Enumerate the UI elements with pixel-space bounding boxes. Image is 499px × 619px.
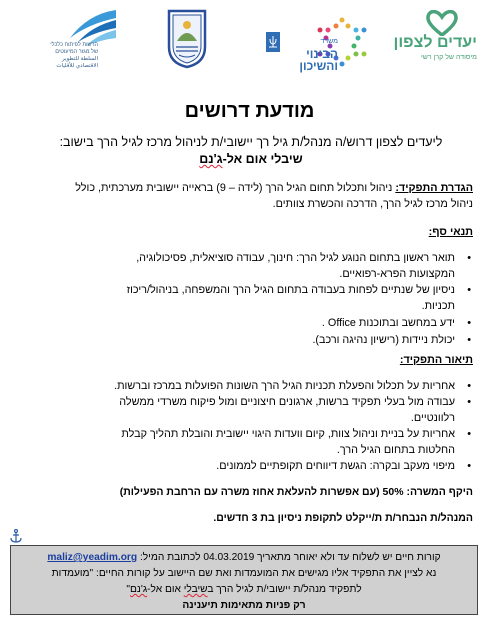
role-definition-text-1: ניהול ותכלול תחום הגיל הרך (לידה – 9) בראייה יישובית מערכתית, כולל [75,182,396,194]
logo-strip [0,4,499,74]
job-scope-note: (עם אפשרות להעלאת אחוז משרה עם הרחבת הפעילות) [119,486,383,498]
list-item-text: • ידע במחשב ובתוכנות Office . [321,317,455,329]
footer-line-1 [11,550,477,566]
list-item [21,332,455,348]
list-item [21,426,455,458]
role-definition-label: הגדרת התפקיד: [395,182,473,194]
yedidim-name: יעדים לצפון [393,34,477,51]
prerequisites-list [21,250,473,348]
description-label: תיאור התפקיד: [399,354,473,366]
description-list [21,378,473,474]
ministry-logo [264,16,374,72]
settlement-name [31,151,471,168]
footer-line-3 [11,582,477,598]
list-item [21,394,455,426]
authority-text [18,42,98,70]
authority-text-3: السلطة للتطوير [62,56,98,62]
footer-line-3-prefix: לתפקיד מנהל/ת יישובי/ת לגיל הרך ב [207,584,362,595]
list-item-text-cont: רלוונטיים. [410,412,455,424]
list-item-text: • עבודה מול בעלי תפקיד ברשות, ארגונים חיצוניים ומול פיקוח משרדי ממשלה [119,396,455,408]
authority-text-4: الاقتصادي للأقليات [56,63,98,69]
list-item [21,378,455,394]
prerequisites-label: תנאי סף: [428,226,473,238]
authority-text-1: הרשות לפיתוח כלכלי [50,42,98,48]
role-definition [21,180,473,212]
list-item-text-cont: החלטות בתחום הגיל הרך. [336,444,455,456]
probation-note: המנהל/ת הנבחר/ת ת/ייקלט לתקופת ניסיון בת 3 חדשים. [213,512,473,524]
footer-line-4: רק פניות מתאימות תיענינה [182,600,306,611]
intro [31,134,471,168]
job-scope-label: היקף המשרה: 50% [382,486,473,498]
list-item-text: • תואר ראשון בתחום הנוגע לגיל הרך: חינוך, עבודה סוציאלית, פסיכולוגיה, [136,252,455,264]
ministry-text-3: והשיכון [299,59,338,73]
seal-icon [163,7,211,69]
footer-line-2: נא לציין את התפקיד אליו מגישים את המועמדות ואת שם היישוב על קורות החיים: "מועמדות [51,568,437,579]
list-item-text: • ניסיון של שנתיים לפחות בעבודה בתחום הגיל הרך והמשפחה, בניהול/ריכוז [126,284,455,296]
ministry-text-1: משרד [320,38,338,45]
heart-icon [425,10,459,36]
job-scope [21,486,473,498]
yedidim-logo [395,10,485,70]
list-item-text: • אחריות על תכלול והפעלת תכניות הגיל הרך השונות הפועלות במרכז וברשות. [114,380,455,392]
role-definition-line-1 [21,180,473,196]
anchor-icon [10,529,22,543]
prerequisites-list-wrap [21,250,473,348]
email-link[interactable]: maliz@yeadim.org [47,552,138,563]
list-item [21,250,455,282]
authority-text-2: של מגזר המיעוטים [55,49,98,55]
list-item [21,458,455,474]
list-item-text-cont: המקצועות הפרא-רפואיים. [339,268,455,280]
menorah-emblem-icon [266,32,280,52]
role-definition-line-2: ניהול מרכז לגיל הרך, הדרכה והכשרת צוותים. [272,198,473,210]
list-item-text: • מיפוי מעקב ובקרה: הגשת דיווחים תקופתיים לממונים. [216,460,455,472]
description-list-wrap [21,378,473,474]
footer-line-3-end: " [126,584,130,595]
list-item-text: • יכולת ניידות (רישיון נהיגה ורכב). [312,334,455,346]
economic-development-authority-logo [18,8,118,68]
page-title: מודעת דרושים [184,100,315,122]
list-item [21,315,455,331]
footer-deadline-text: קורות חיים יש לשלוח עד ולא יאוחר מתאריך 04.03.2019 לכתובת המיל: [137,552,441,563]
footer-line-3-mid: אום אל- [147,584,184,595]
footer-line-3-place-1: שיבלי [183,584,208,595]
intro-line: ליעדים לצפון דרוש/ה מנהל/ת גיל רך יישובי/ת לניהול מרכז לגיל הרך בישוב: [59,135,443,149]
municipal-seal-logo [163,7,211,69]
footer-line-3-place-2: ג'נם [130,584,148,595]
list-item [21,282,455,314]
ministry-text-2: הבינוי [306,47,338,61]
place-suffix: ג'נם [199,152,223,166]
description-section [21,352,473,368]
application-footer [10,545,478,615]
list-item-text: • אחריות על בניית וניהול צוות, קיום וועדות היגוי יישובית והובלת תהליך קבלת [121,428,455,440]
place-prefix: שיבלי אום אל- [222,152,303,166]
prerequisites-section [21,224,473,240]
ministry-name [280,36,338,72]
list-item-text-cont: תכניות. [421,300,455,312]
yedidim-tagline: מיסודה של קרן רשי [420,54,477,61]
